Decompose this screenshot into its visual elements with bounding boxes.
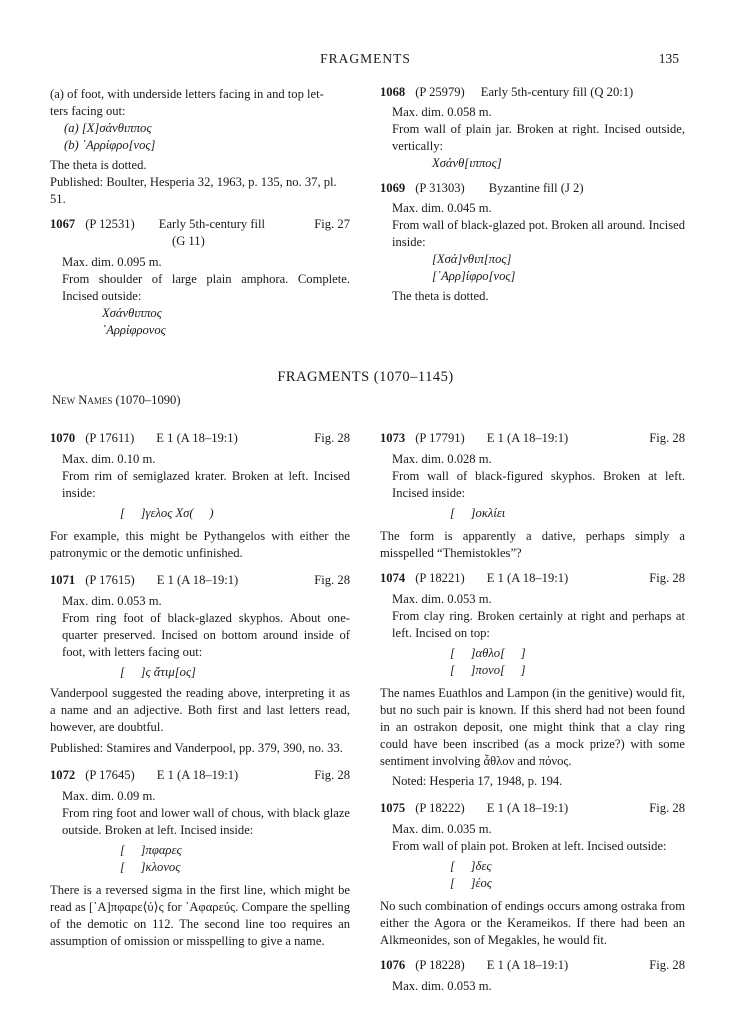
note: The names Euathlos and Lampon (in the genitive) would fit, but no such pair is known. If this sherd had not been found in an ostrakon deposit, one might think that a clay ring could have been inscribed (as a mock prize?) with some sentiment involving ἆθλον and πόνος. <box>380 686 685 768</box>
context: E 1 (A 18–19:1) <box>486 958 569 972</box>
entry-header-1071 <box>50 572 350 589</box>
published-note: Published: Stamires and Vanderpool, pp. 379, 390, no. 33. <box>50 741 343 755</box>
figure-ref: Fig. 28 <box>314 431 350 445</box>
inventory-number: (P 18222) <box>415 801 465 815</box>
context: Byzantine fill (J 2) <box>488 181 584 195</box>
context: E 1 (A 18–19:1) <box>156 768 239 782</box>
continuation-line: ters facing out: <box>50 104 126 118</box>
context: Early 5th-century fill (Q 20:1) <box>480 85 634 99</box>
figure-ref: Fig. 27 <box>314 217 350 231</box>
max-dim: Max. dim. 0.053 m. <box>62 594 162 608</box>
entry-number: 1073 <box>380 431 406 445</box>
entry-header-1075 <box>380 800 685 817</box>
entry-number: 1070 <box>50 431 76 445</box>
top-right-column <box>380 84 685 305</box>
max-dim: Max. dim. 0.028 m. <box>392 452 492 466</box>
figure-ref: Fig. 28 <box>314 768 350 782</box>
noted: Noted: Hesperia 17, 1948, p. 194. <box>392 774 563 788</box>
inventory-number: (P 12531) <box>85 217 135 231</box>
inscription-line: [ ]κλονος <box>120 860 181 874</box>
note: The theta is dotted. <box>392 289 489 303</box>
max-dim: Max. dim. 0.09 m. <box>62 789 156 803</box>
entry-header-1070 <box>50 430 350 447</box>
inscription-line: [ ]πφαρες <box>120 843 182 857</box>
running-head: FRAGMENTS <box>320 51 411 66</box>
inscription-line: [ ]δες <box>450 859 492 873</box>
description: From wall of black-glazed pot. Broken all around. Incised inside: <box>392 218 685 249</box>
description: From ring foot of black-glazed skyphos. About one-quarter preserved. Incised on bottom around inside of foot, with letters facing out: <box>62 611 350 659</box>
entry-header-1068 <box>380 84 685 101</box>
note: The theta is dotted. <box>50 158 147 172</box>
context: E 1 (A 18–19:1) <box>486 801 569 815</box>
inventory-number: (P 18228) <box>415 958 465 972</box>
entry-number: 1071 <box>50 573 76 587</box>
inscription-line: [ ]έος <box>450 876 492 890</box>
inscription-line: (b) ᾿Αρρίφρο[νος] <box>64 138 156 152</box>
entry-number: 1069 <box>380 181 406 195</box>
description: From wall of plain pot. Broken at left. Incised outside: <box>392 839 667 853</box>
max-dim: Max. dim. 0.035 m. <box>392 822 492 836</box>
entry-number: 1068 <box>380 85 406 99</box>
inscription-line: [Χσά]νθιπ[πος] <box>432 252 512 266</box>
page-number: 135 <box>658 51 679 66</box>
max-dim: Max. dim. 0.053 m. <box>392 979 492 993</box>
note: For example, this might be Pythangelos with either the patronymic or the demotic unfinished. <box>50 529 350 560</box>
entry-header-1072 <box>50 767 350 784</box>
inscription-line: [᾿Αρρ]ίφρο[νος] <box>432 269 516 283</box>
inscription-line: [ ]οκλίει <box>450 506 506 520</box>
description: From ring foot and lower wall of chous, with black glaze outside. Broken at left. Incised inside: <box>62 806 350 837</box>
entry-number: 1076 <box>380 958 406 972</box>
inventory-number: (P 31303) <box>415 181 465 195</box>
max-dim: Max. dim. 0.045 m. <box>392 201 492 215</box>
entry-number: 1072 <box>50 768 76 782</box>
inventory-number: (P 17791) <box>415 431 465 445</box>
inventory-number: (P 25979) <box>415 85 465 99</box>
inscription-line: [ ]γελος Χσ( ) <box>120 506 214 520</box>
entry-number: 1075 <box>380 801 406 815</box>
entry-header-1076 <box>380 957 685 974</box>
lower-left-column <box>50 430 350 950</box>
published-note: Published: Boulter, Hesperia 32, 1963, p. 135, no. 37, pl. 51. <box>50 175 337 206</box>
entry-header-1069 <box>380 180 685 197</box>
max-dim: Max. dim. 0.058 m. <box>392 105 492 119</box>
context: E 1 (A 18–19:1) <box>156 573 239 587</box>
note: Vanderpool suggested the reading above, interpreting it as a name and an adjective. Both first and last letters read, however, are doubtful. <box>50 686 350 734</box>
inscription-line: [ ]αθλο[ ] <box>450 646 526 660</box>
note: There is a reversed sigma in the first line, which might be read as [᾿Α]πφαρε⟨ύ⟩ς for ᾿Αφαρεύς. Compare the spelling of the demotic on 112. The second line too requires an assumption of omission or misspelling to give a name. <box>50 883 350 948</box>
top-left-column <box>50 86 350 339</box>
context: E 1 (A 18–19:1) <box>486 571 569 585</box>
description: From wall of plain jar. Broken at right. Incised outside, vertically: <box>392 122 685 153</box>
note: The form is apparently a dative, perhaps simply a misspelled “Themistokles”? <box>380 529 685 560</box>
inscription-line: [ ]ς ἄτιμ[ος] <box>120 665 196 679</box>
description: From wall of black-figured skyphos. Broken at left. Incised inside: <box>392 469 685 500</box>
inventory-number: (P 17645) <box>85 768 135 782</box>
max-dim: Max. dim. 0.10 m. <box>62 452 156 466</box>
description: From shoulder of large plain amphora. Complete. Incised outside: <box>62 272 350 303</box>
context: Early 5th-century fill <box>158 217 266 231</box>
entry-header-1074 <box>380 570 685 587</box>
context-cont: (G 11) <box>172 234 205 248</box>
entry-header-1073 <box>380 430 685 447</box>
inventory-number: (P 18221) <box>415 571 465 585</box>
inscription-line: (a) [X]σάνθιππος <box>64 121 152 135</box>
figure-ref: Fig. 28 <box>649 958 685 972</box>
figure-ref: Fig. 28 <box>314 573 350 587</box>
context: E 1 (A 18–19:1) <box>156 431 238 445</box>
inscription-line: [ ]πονο[ ] <box>450 663 526 677</box>
entry-number: 1067 <box>50 217 76 231</box>
inventory-number: (P 17615) <box>85 573 135 587</box>
entry-number: 1074 <box>380 571 406 585</box>
context: E 1 (A 18–19:1) <box>486 431 569 445</box>
lower-right-column <box>380 430 685 995</box>
inscription-line: ᾿Αρρίφρονος <box>102 323 166 337</box>
max-dim: Max. dim. 0.095 m. <box>62 255 162 269</box>
entry-header-1067 <box>50 216 350 233</box>
subsection-title: New Names (1070–1090) <box>52 393 181 407</box>
max-dim: Max. dim. 0.053 m. <box>392 592 492 606</box>
figure-ref: Fig. 28 <box>649 571 685 585</box>
inventory-number: (P 17611) <box>85 431 135 445</box>
note: No such combination of endings occurs among ostraka from either the Agora or the Kerameikos. If there had been an Alkmeonides, son of Megakles, he would fit. <box>380 899 685 947</box>
inscription-line: Χσάνθ[ιππος] <box>432 156 502 170</box>
continuation-line: (a) of foot, with underside letters facing in and top let- <box>50 87 324 101</box>
figure-ref: Fig. 28 <box>649 801 685 815</box>
inscription-line: Χσάνθιππος <box>102 306 162 320</box>
description: From clay ring. Broken certainly at right and perhaps at left. Incised on top: <box>392 609 685 640</box>
section-title: FRAGMENTS (1070–1145) <box>277 369 454 385</box>
figure-ref: Fig. 28 <box>649 431 685 445</box>
description: From rim of semiglazed krater. Broken at left. Incised inside: <box>62 469 350 500</box>
